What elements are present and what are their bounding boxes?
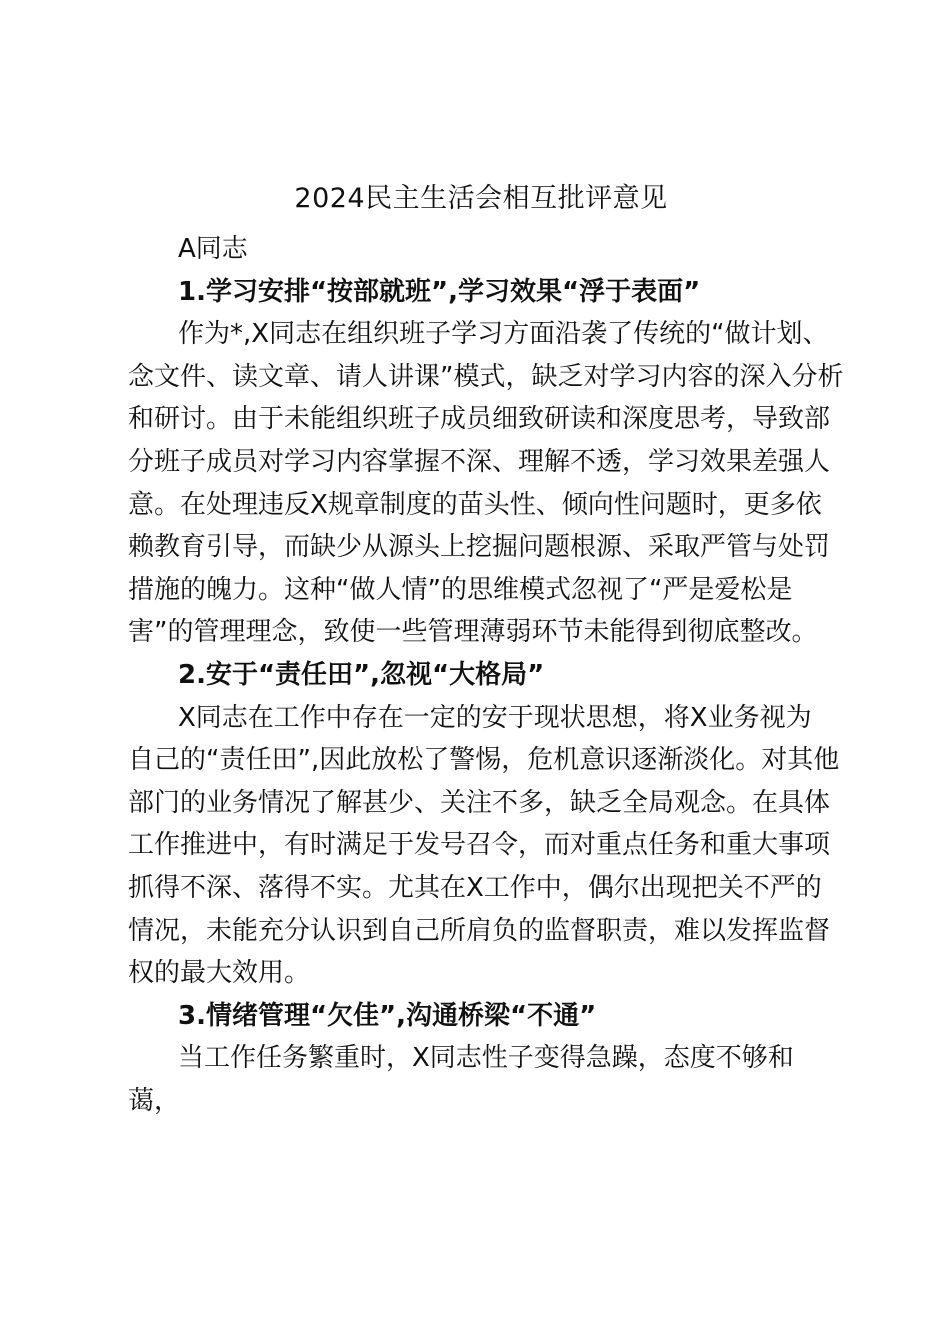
paragraph-line: 当工作任务繁重时，X同志性子变得急躁，态度不够和: [178, 1043, 794, 1074]
paragraph-line: 情况，未能充分认识到自己所肩负的监督职责，难以发挥监督: [128, 915, 831, 946]
addressee: A同志: [178, 234, 248, 264]
section-body-2: [128, 697, 840, 995]
paragraph-line: 部门的业务情况了解甚少、关注不多，缺乏全局观念。在具体: [128, 787, 831, 818]
paragraph-line: 权的最大效用。: [128, 958, 311, 989]
paragraph-line: 和研讨。由于未能组织班子成员细致研读和深度思考，导致部: [128, 404, 831, 435]
section-heading-1: 1.学习安排“按部就班”,学习效果“浮于表面”: [178, 276, 701, 307]
document-title: 2024民主生活会相互批评意见: [294, 183, 668, 214]
paragraph-line: 蔼，: [128, 1085, 181, 1116]
paragraph-line: 作为*,X同志在组织班子学习方面沿袭了传统的“做计划、: [178, 319, 829, 350]
paragraph-line: 工作推进中，有时满足于发号召令，而对重点任务和重大事项: [128, 830, 831, 861]
paragraph-line: 分班子成员对学习内容掌握不深、理解不透，学习效果差强人: [128, 446, 831, 477]
section-heading-2: 2.安于“责任田”,忽视“大格局”: [178, 659, 545, 690]
paragraph-line: 抓得不深、落得不实。尤其在X工作中，偶尔出现把关不严的: [128, 872, 822, 903]
paragraph-line: 自己的“责任田”,因此放松了警惕，危机意识逐渐淡化。对其他: [128, 745, 840, 776]
paragraph-line: 害”的管理理念，致使一些管理薄弱环节未能得到彻底整改。: [128, 617, 818, 648]
section-body-1: [128, 313, 844, 654]
section-body-3: [128, 1037, 834, 1122]
section-heading-3: 3.情绪管理“欠佳”,沟通桥梁“不通”: [178, 1000, 597, 1031]
paragraph-line: 赖教育引导，而缺少从源头上挖掘问题根源、采取严管与处罚: [128, 532, 831, 563]
document-page: [128, 170, 844, 1122]
paragraph-line: 措施的魄力。这种“做人情”的思维模式忽视了“严是爱松是: [128, 574, 793, 605]
paragraph-line: 意。在处理违反X规章制度的苗头性、倾向性问题时，更多依: [128, 489, 822, 520]
paragraph-line: X同志在工作中存在一定的安于现状思想，将X业务视为: [178, 702, 812, 733]
paragraph-line: 念文件、读文章、请人讲课”模式，缺乏对学习内容的深入分析: [128, 361, 844, 392]
